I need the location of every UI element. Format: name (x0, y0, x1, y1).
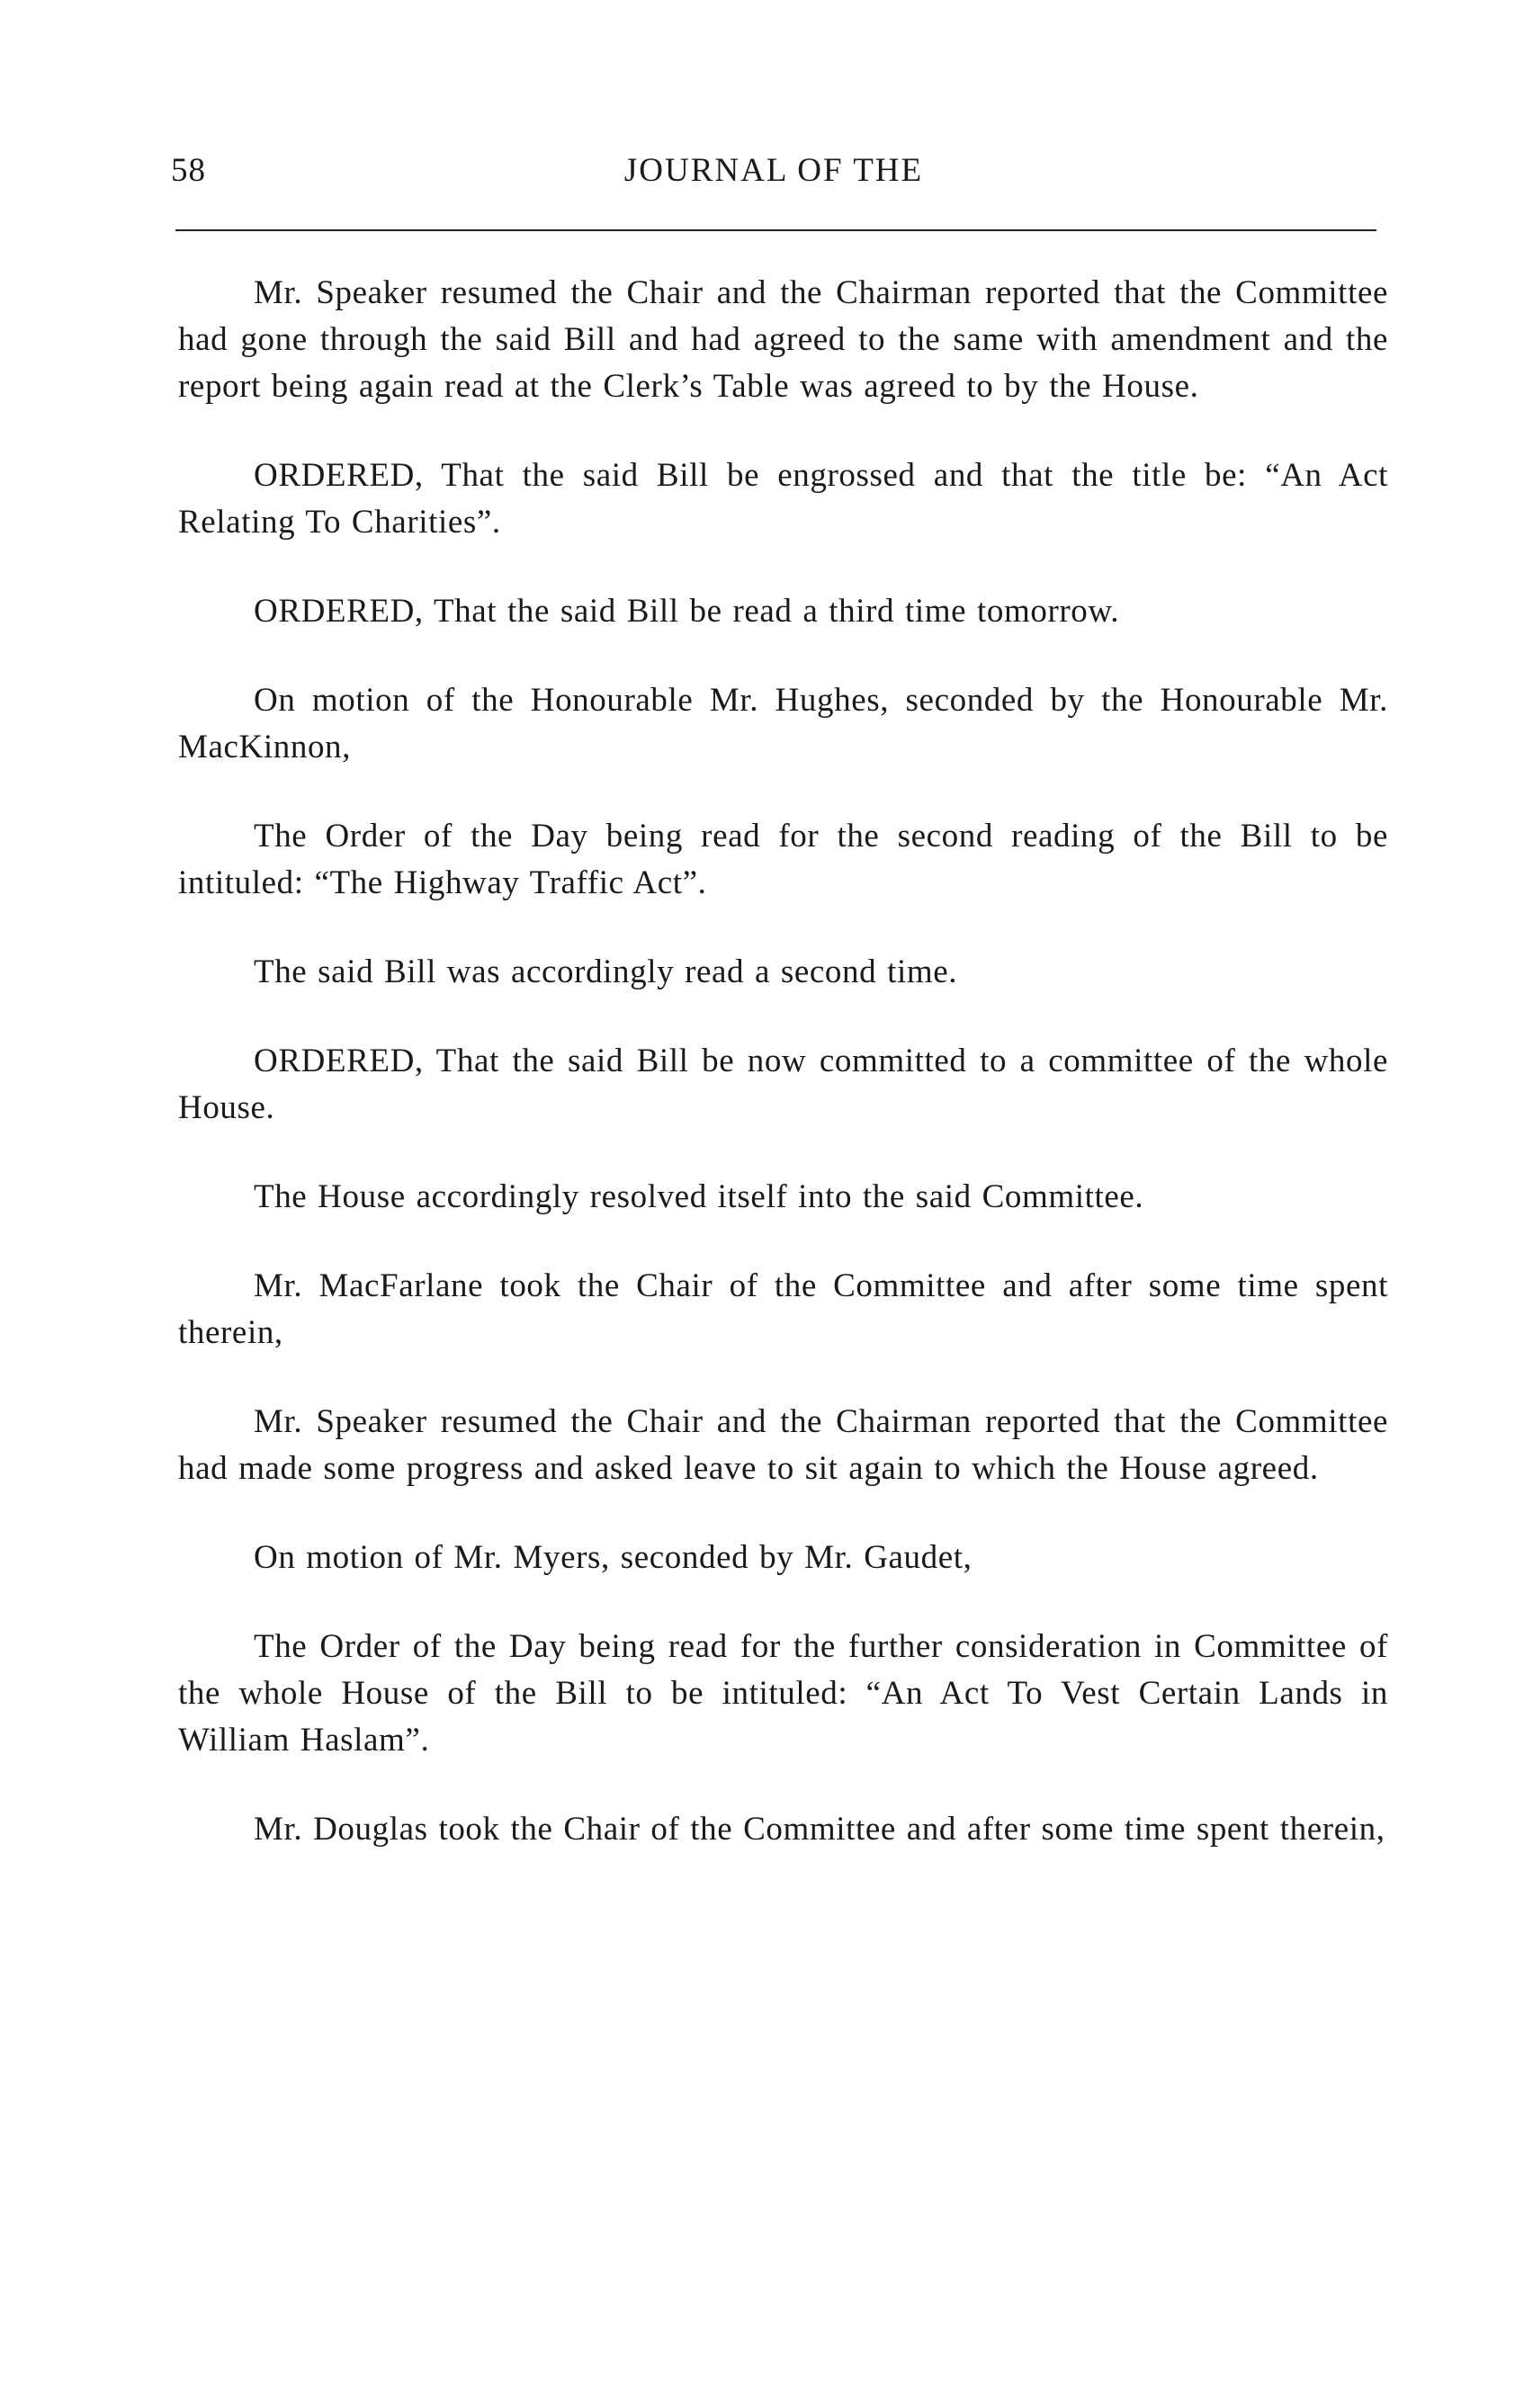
paragraph-motion-hughes: On motion of the Honourable Mr. Hughes, seconded by the Honourable Mr. MacKinnon, (178, 682, 1388, 765)
paragraph-ordered-third-reading: ORDERED, That the said Bill be read a third time tomorrow. (254, 593, 1120, 630)
paragraph-house-resolved: The House accordingly resolved itself into the said Committee. (254, 1178, 1144, 1215)
paragraph-ordered-engrossed: ORDERED, That the said Bill be engrossed and that the title be: “An Act Relating To Charities”. (178, 457, 1388, 541)
paragraph-order-highway-traffic-act: The Order of the Day being read for the second reading of the Bill to be intituled: “The Highway Traffic Act”. (178, 818, 1388, 901)
page-header (171, 151, 1376, 205)
header-rule (175, 229, 1376, 231)
running-head: JOURNAL OF THE (623, 152, 924, 189)
paragraph-douglas-chair: Mr. Douglas took the Chair of the Committee and after some time spent therein, (254, 1811, 1385, 1848)
paragraph-second-reading: The said Bill was accordingly read a second time. (254, 953, 958, 990)
paragraph-motion-myers: On motion of Mr. Myers, seconded by Mr. Gaudet, (254, 1539, 973, 1576)
paragraph-speaker-resumed-chair: Mr. Speaker resumed the Chair and the Chairman reported that the Committee had gone through the said Bill and had agreed to the same with amendment and the report being again read at the Clerk’s Table was agreed to by the House. (178, 274, 1388, 405)
page-number: 58 (171, 152, 206, 189)
journal-body (178, 270, 1388, 1895)
paragraph-macfarlane-chair: Mr. MacFarlane took the Chair of the Committee and after some time spent therein, (178, 1267, 1388, 1351)
paragraph-order-haslam-lands: The Order of the Day being read for the further consideration in Committee of the whole House of the Bill to be intituled: “An Act To Vest Certain Lands in William Haslam”. (178, 1628, 1388, 1759)
paragraph-speaker-progress: Mr. Speaker resumed the Chair and the Chairman reported that the Committee had made some progress and asked leave to sit again to which the House agreed. (178, 1403, 1388, 1487)
paragraph-ordered-committed: ORDERED, That the said Bill be now committed to a committee of the whole House. (178, 1043, 1388, 1126)
